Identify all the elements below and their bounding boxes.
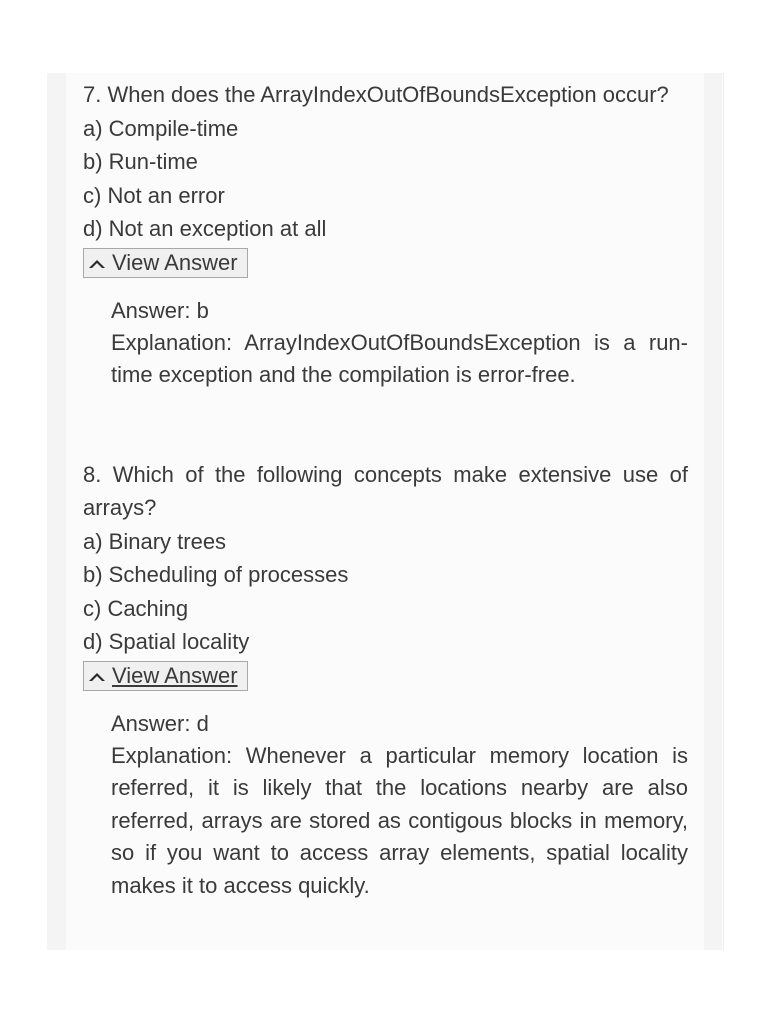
explanation-text: Explanation: ArrayIndexOutOfBoundsException is a run-time exception and the compilation is error-free. xyxy=(111,329,688,387)
answer-panel xyxy=(111,707,688,903)
answer-panel xyxy=(111,294,688,392)
view-answer-button[interactable] xyxy=(83,248,248,278)
option-d: d) Not an exception at all xyxy=(83,216,327,241)
answer-text: Answer: b xyxy=(111,297,209,323)
option-a: a) Binary trees xyxy=(83,528,227,554)
chevron-up-icon xyxy=(86,253,108,273)
option-a: a) Compile-time xyxy=(83,115,239,141)
right-rail xyxy=(704,73,722,950)
option-c: c) Caching xyxy=(83,595,189,621)
view-answer-label: View Answer xyxy=(112,249,238,275)
chevron-up-icon xyxy=(86,666,108,686)
left-rail xyxy=(47,73,66,950)
quiz-column xyxy=(83,78,688,902)
question-text: 7. When does the ArrayIndexOutOfBoundsException occur? xyxy=(83,82,669,107)
option-b: b) Run-time xyxy=(83,149,198,174)
answer-text: Answer: d xyxy=(111,710,209,736)
question-8 xyxy=(83,458,688,903)
view-answer-label: View Answer xyxy=(112,662,238,688)
option-b: b) Scheduling of processes xyxy=(83,562,349,587)
explanation-text: Explanation: Whenever a particular memory location is referred, it is likely that the locations nearby are also referred, arrays are stored as contigous blocks in memory, so if you want to access array elements, spatial locality makes it to access quickly. xyxy=(111,742,688,898)
option-d: d) Spatial locality xyxy=(83,629,250,654)
option-c: c) Not an error xyxy=(83,182,225,208)
view-answer-button[interactable] xyxy=(83,661,248,691)
question-7 xyxy=(83,78,688,392)
question-text: 8. Which of the following concepts make extensive use of arrays? xyxy=(83,461,688,520)
